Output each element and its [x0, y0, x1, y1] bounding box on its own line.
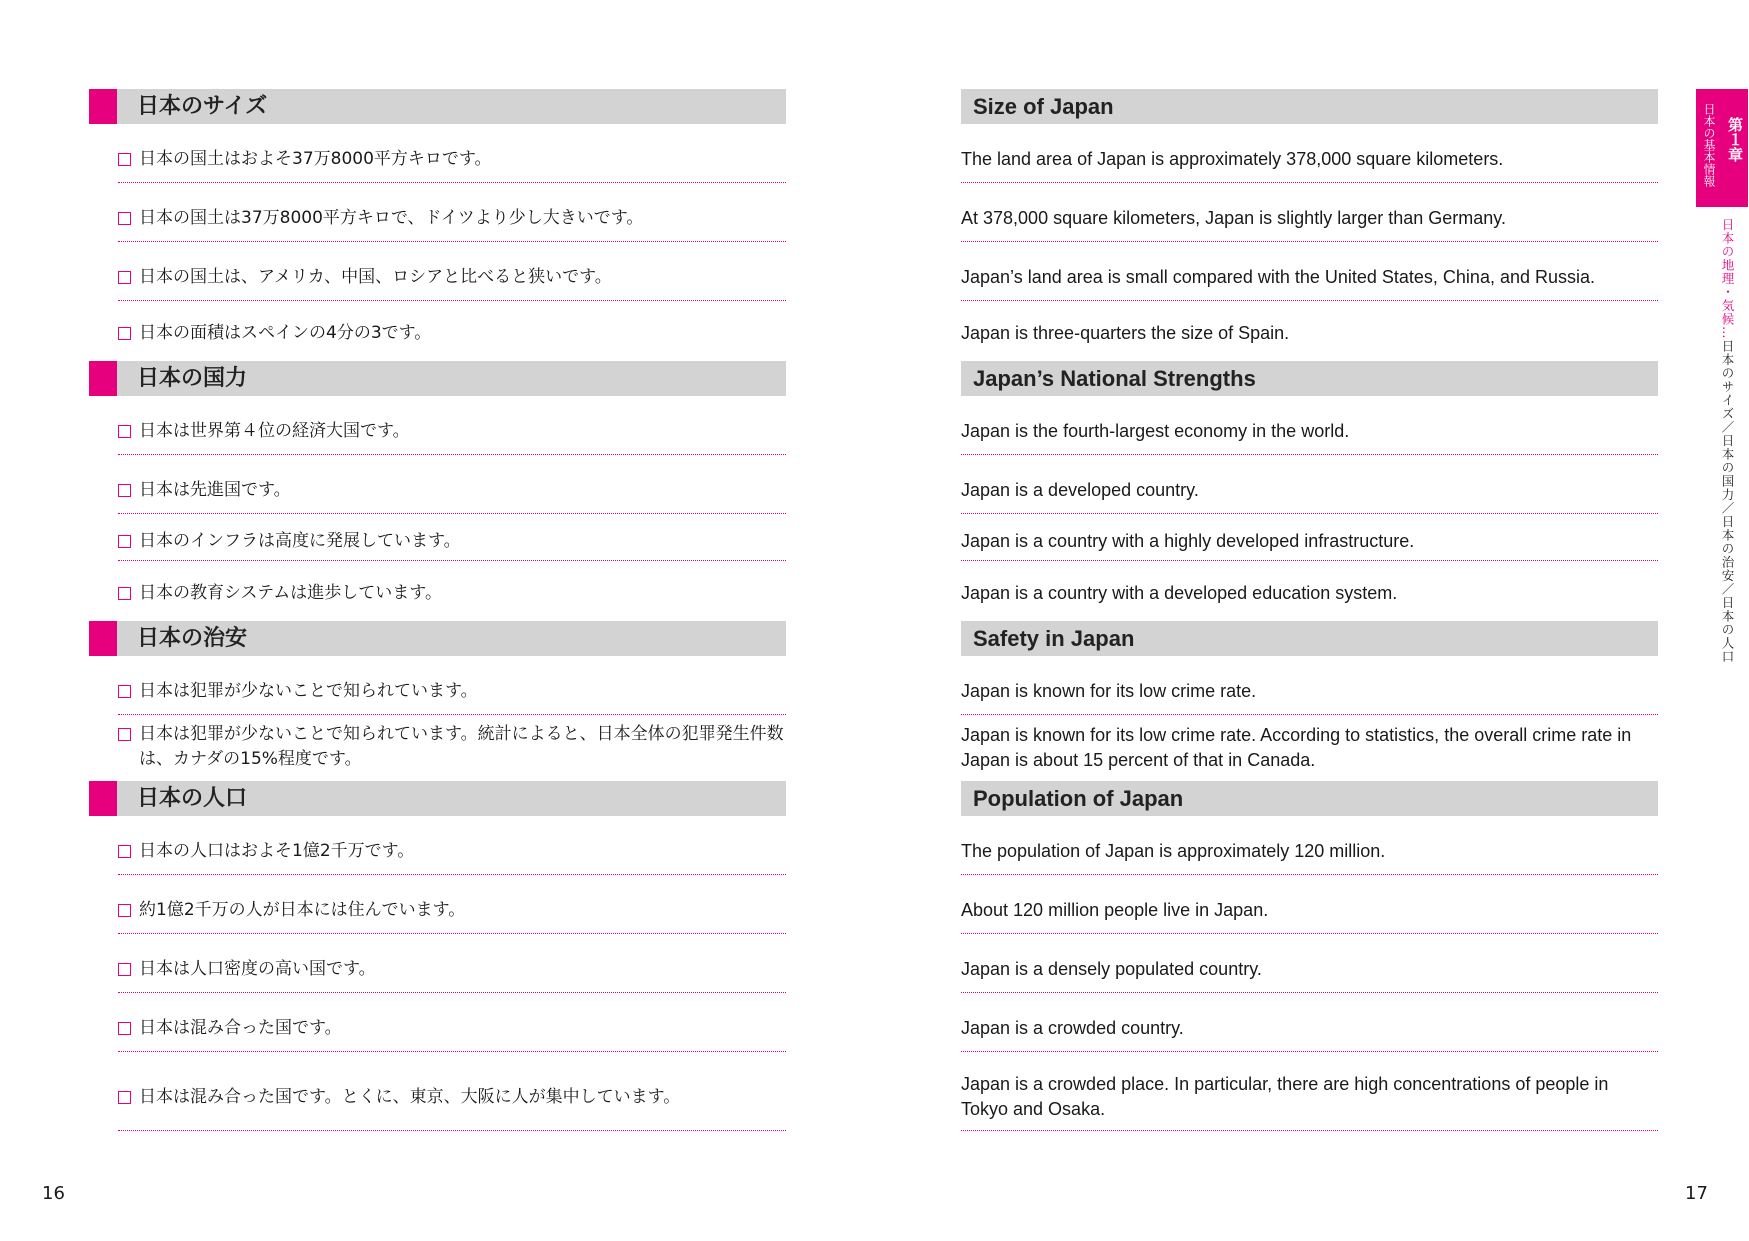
checkbox[interactable]: [118, 153, 131, 166]
checkbox[interactable]: [118, 963, 131, 976]
ja-sentence: 日本は犯罪が少ないことで知られています。統計によると、日本全体の犯罪発生件数は、カナダの15%程度です。: [139, 724, 784, 769]
ja-section-header-population: [89, 781, 786, 816]
en-sentence-row: [961, 723, 1658, 775]
en-sentence: Japan is known for its low crime rate.: [961, 680, 1257, 701]
en-section-title: Size of Japan: [973, 94, 1114, 119]
en-sentence-row: [961, 1005, 1658, 1052]
ja-sentence: 日本は混み合った国です。とくに、東京、大阪に人が集中しています。: [139, 1086, 681, 1107]
ja-sentence: 日本は犯罪が少ないことで知られています。: [139, 680, 478, 701]
ja-sentence-row: [118, 573, 786, 613]
running-header-topic: 日本の地理・気候…: [1720, 218, 1735, 340]
ja-sentence-row: [118, 136, 786, 183]
ja-sentence: 日本は人口密度の高い国です。: [139, 958, 376, 979]
ja-sentence: 日本は混み合った国です。: [139, 1017, 342, 1038]
ja-sentence: 約1億2千万の人が日本には住んでいます。: [139, 899, 466, 920]
en-sentence: The population of Japan is approximately 120 million.: [961, 840, 1386, 861]
ja-sentence-row: [118, 722, 786, 774]
ja-sentence-row: [118, 828, 786, 875]
page-number-left: 16: [42, 1183, 65, 1204]
en-sentence: Japan is a crowded country.: [961, 1017, 1184, 1038]
checkbox[interactable]: [118, 327, 131, 340]
en-section-title: Safety in Japan: [973, 626, 1135, 651]
ja-sentence: 日本の面積はスペインの4分の3です。: [139, 323, 432, 343]
en-sentence: Japan is known for its low crime rate. According to statistics, the overall crime rate in Japan is about 15 percent of that in Canada.: [961, 725, 1632, 770]
en-sentence-row: [961, 523, 1658, 561]
running-header: [1705, 218, 1735, 664]
en-sentence-row: [961, 946, 1658, 993]
en-sentence: At 378,000 square kilometers, Japan is slightly larger than Germany.: [961, 207, 1506, 228]
ja-sentence-row: [118, 195, 786, 242]
ja-sentence: 日本の教育システムは進歩しています。: [139, 582, 442, 603]
checkbox[interactable]: [118, 685, 131, 698]
checkbox[interactable]: [118, 1091, 131, 1104]
ja-sentence-row: [118, 887, 786, 934]
ja-section-header-size: [89, 89, 786, 124]
chapter-number: 第１章: [1726, 117, 1744, 162]
ja-sentence: 日本のインフラは高度に発展しています。: [139, 531, 461, 551]
ja-section-title: 日本の人口: [137, 786, 248, 811]
section-marker: [89, 361, 117, 396]
chapter-tab: [1696, 89, 1748, 207]
en-section-header-size: [961, 89, 1658, 124]
en-sentence-row: [961, 887, 1658, 934]
en-sentence: Japan is a densely populated country.: [961, 958, 1262, 979]
en-sentence-row: [961, 668, 1658, 715]
en-sentence-row: [961, 467, 1658, 514]
en-sentence-row: [961, 313, 1658, 354]
en-sentence: Japan is three-quarters the size of Spain.: [961, 323, 1290, 343]
section-marker: [89, 621, 117, 656]
ja-sentence-row: [118, 408, 786, 455]
ja-sentence-row: [118, 946, 786, 993]
checkbox[interactable]: [118, 904, 131, 917]
ja-sentence: 日本は先進国です。: [139, 479, 291, 500]
checkbox[interactable]: [118, 1022, 131, 1035]
checkbox[interactable]: [118, 425, 131, 438]
en-sentence-row: [961, 573, 1658, 613]
en-section-header-strengths: [961, 361, 1658, 396]
ja-section-title: 日本の国力: [137, 366, 248, 391]
checkbox[interactable]: [118, 212, 131, 225]
en-sentence: Japan is a developed country.: [961, 479, 1199, 500]
en-section-title: Population of Japan: [973, 786, 1184, 811]
ja-sentence-row: [118, 254, 786, 301]
en-section-header-safety: [961, 621, 1658, 656]
ja-section-header-safety: [89, 621, 786, 656]
en-section-header-population: [961, 781, 1658, 816]
en-sentence: Japan is a crowded place. In particular, there are high concentrations of people in Tokyo and Osaka.: [961, 1074, 1609, 1119]
ja-sentence-row: [118, 313, 786, 354]
checkbox[interactable]: [118, 535, 131, 548]
en-sentence: Japan is the fourth-largest economy in the world.: [961, 420, 1350, 441]
en-sentence-row: [961, 408, 1658, 455]
en-section-title: Japan’s National Strengths: [973, 366, 1256, 391]
ja-section-title: 日本の治安: [137, 626, 248, 651]
en-sentence-row: [961, 254, 1658, 301]
ja-sentence: 日本の人口はおよそ1億2千万です。: [139, 840, 415, 861]
en-sentence-row: [961, 1064, 1658, 1131]
en-sentence-row: [961, 195, 1658, 242]
ja-section-title: 日本のサイズ: [137, 94, 268, 119]
en-sentence: About 120 million people live in Japan.: [961, 899, 1269, 920]
checkbox[interactable]: [118, 587, 131, 600]
ja-sentence: 日本は世界第４位の経済大国です。: [139, 420, 410, 441]
section-marker: [89, 89, 117, 124]
en-sentence: Japan’s land area is small compared with the United States, China, and Russia.: [961, 266, 1596, 287]
section-marker: [89, 781, 117, 816]
en-sentence: Japan is a country with a developed education system.: [961, 582, 1398, 603]
chapter-title: 日本の基本情報: [1702, 103, 1716, 187]
running-header-contents: 日本のサイズ／日本の国力／日本の治安／日本の人口: [1720, 339, 1735, 664]
ja-sentence-row: [118, 1005, 786, 1052]
page-number-right: 17: [1685, 1183, 1708, 1204]
ja-sentence: 日本の国土は、アメリカ、中国、ロシアと比べると狭いです。: [139, 266, 612, 287]
checkbox[interactable]: [118, 271, 131, 284]
checkbox[interactable]: [118, 728, 131, 741]
ja-sentence: 日本の国土は37万8000平方キロで、ドイツより少し大きいです。: [139, 207, 644, 228]
ja-section-header-strengths: [89, 361, 786, 396]
checkbox[interactable]: [118, 484, 131, 497]
ja-sentence-row: [118, 467, 786, 514]
checkbox[interactable]: [118, 845, 131, 858]
ja-sentence-row: [118, 668, 786, 715]
en-sentence: Japan is a country with a highly developed infrastructure.: [961, 531, 1415, 551]
en-sentence-row: [961, 828, 1658, 875]
ja-sentence: 日本の国土はおよそ37万8000平方キロです。: [139, 148, 492, 169]
en-sentence-row: [961, 136, 1658, 183]
ja-sentence-row: [118, 523, 786, 561]
ja-sentence-row: [118, 1064, 786, 1131]
en-sentence: The land area of Japan is approximately 378,000 square kilometers.: [961, 148, 1504, 169]
